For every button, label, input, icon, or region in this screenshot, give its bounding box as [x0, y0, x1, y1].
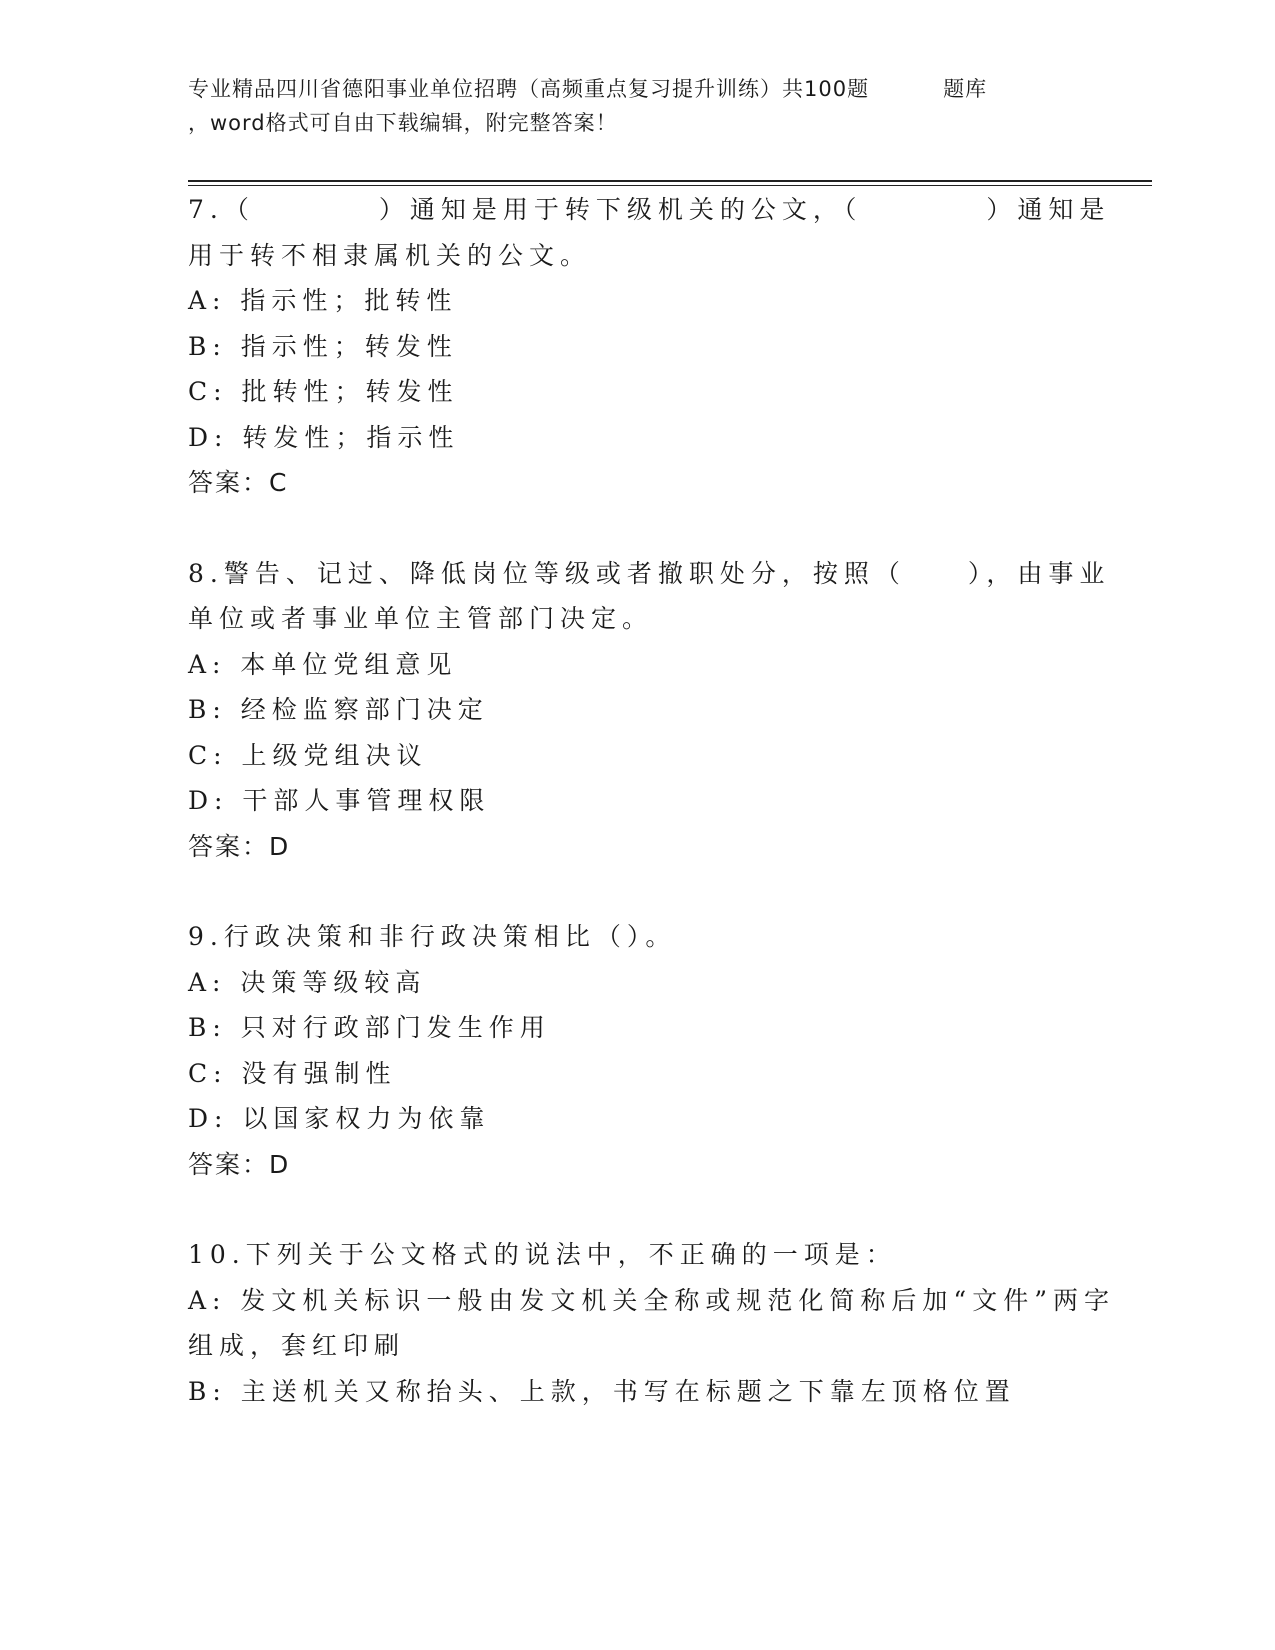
option-c: C: 没有强制性: [188, 1058, 397, 1088]
question-stem: 用于转不相隶属机关的公文。: [188, 240, 592, 270]
option-b: B: 经检监察部门决定: [188, 695, 489, 724]
option-a-continued: 组成，套红印刷: [188, 1331, 406, 1360]
question-7: [188, 187, 1111, 506]
option-a: A: 本单位党组意见: [188, 649, 458, 679]
header-tag: 题库: [943, 77, 988, 101]
answer: 答案：D: [188, 831, 291, 861]
header-title: 专业精品四川省德阳事业单位招聘（高频重点复习提升训练）共100题: [188, 77, 870, 101]
header-line-1: [188, 72, 1088, 106]
option-d: D: 干部人事管理权限: [188, 786, 491, 815]
header-divider: [188, 180, 1152, 182]
option-c: C: 批转性；转发性: [188, 377, 459, 406]
question-stem: 单位或者事业单位主管部门决定。: [188, 604, 654, 633]
option-b: B: 主送机关又称抬头、上款，书写在标题之下靠左顶格位置: [188, 1376, 1016, 1406]
answer: 答案：C: [188, 468, 289, 497]
question-stem: 10.下列关于公文格式的说法中，不正确的一项是：: [188, 1240, 897, 1269]
question-10: [188, 1232, 1115, 1414]
option-d: D: 转发性；指示性: [188, 422, 460, 452]
question-list: [188, 187, 1115, 1459]
option-d: D: 以国家权力为依靠: [188, 1104, 491, 1133]
header-line-2: ，word格式可自由下载编辑，附完整答案！: [188, 111, 618, 135]
header-divider-thin: [188, 185, 1152, 186]
option-c: C: 上级党组决议: [188, 740, 428, 770]
question-stem: 9.行政决策和非行政决策相比（）。: [188, 922, 677, 951]
question-9: [188, 914, 1088, 1187]
option-b: B: 指示性；转发性: [188, 331, 458, 361]
option-a: A: 发文机关标识一般由发文机关全称或规范化简称后加“文件”两字: [188, 1285, 1115, 1315]
answer: 答案：D: [188, 1149, 291, 1179]
option-b: B: 只对行政部门发生作用: [188, 1013, 551, 1042]
question-stem: 7.（ ）通知是用于转下级机关的公文，（ ）通知是: [188, 195, 1111, 224]
question-8: [188, 551, 1111, 870]
option-a: A: 决策等级较高: [188, 967, 427, 997]
option-a: A: 指示性；批转性: [188, 286, 458, 315]
page-header: [188, 72, 1088, 140]
question-stem: 8.警告、记过、降低岗位等级或者撤职处分，按照（ ），由事业: [188, 558, 1111, 588]
